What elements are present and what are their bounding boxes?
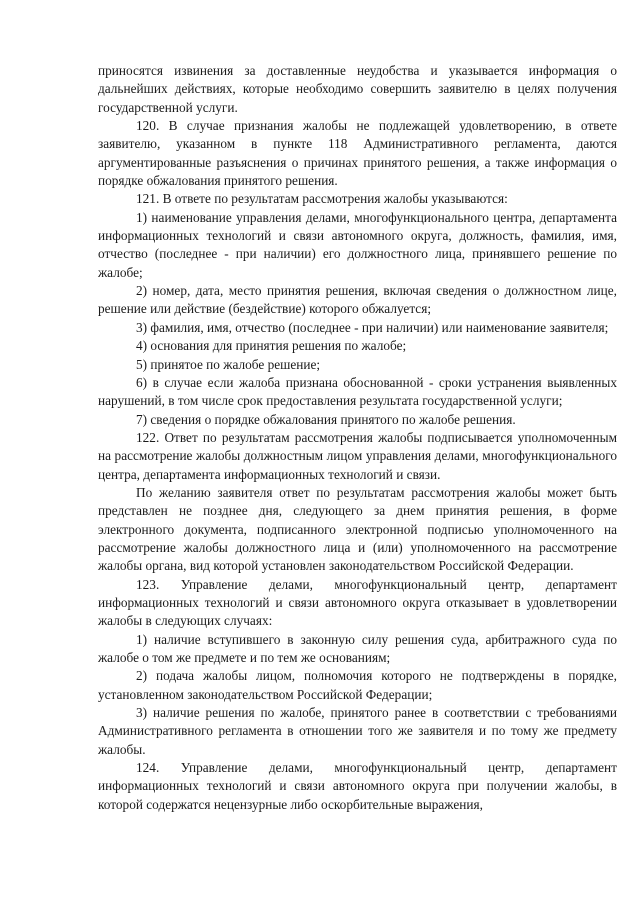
paragraph-120: 120. В случае признания жалобы не подлежащей удовлетворению, в ответе заявителю, указанном в пункте 118 Административного регламента, даются аргументированные разъяснения о причинах принятого решения, а также информация о порядке обжалования принятого решения. xyxy=(98,118,617,189)
paragraph-continuation: приносятся извинения за доставленные неудобства и указывается информация о дальнейших действиях, которые необходимо совершить заявителю в целях получения государственной услуги. xyxy=(98,63,617,115)
list-item-121-7: 7) сведения о порядке обжалования принятого по жалобе решения. xyxy=(136,411,516,427)
list-item-121-2: 2) номер, дата, место принятия решения, включая сведения о должностном лице, решение или действие (бездействие) которого обжалуется; xyxy=(98,283,617,317)
document-page xyxy=(98,62,617,814)
list-item-123-3: 3) наличие решения по жалобе, принятого ранее в соответствии с требованиями Административного регламента в отношении того же заявителя и по тому же предмету жалобы. xyxy=(98,705,617,757)
list-item-123-1: 1) наличие вступившего в законную силу решения суда, арбитражного суда по жалобе о том же предмете и по тем же основаниям; xyxy=(98,631,617,665)
list-item-121-6: 6) в случае если жалоба признана обоснованной - сроки устранения выявленных нарушений, в том числе срок предоставления результата государственной услуги; xyxy=(98,374,617,409)
list-item-123-2: 2) подача жалобы лицом, полномочия которого не подтверждены в порядке, установленном законодательством Российской Федерации; xyxy=(98,668,617,702)
paragraph-122: 122. Ответ по результатам рассмотрения жалобы подписывается уполномоченным на рассмотрение жалобы должностным лицом управления делами, многофункционального центра, департамента информационных технологий и связи. xyxy=(98,429,617,482)
list-item-121-4: 4) основания для принятия решения по жалобе; xyxy=(136,338,407,354)
paragraph-121: 121. В ответе по результатам рассмотрения жалобы указываются: xyxy=(136,191,508,207)
list-item-121-5: 5) принятое по жалобе решение; xyxy=(136,356,321,372)
paragraph-123: 123. Управление делами, многофункциональный центр, департамент информационных технологий и связи автономного округа отказывает в удовлетворении жалобы в следующих случаях: xyxy=(98,576,617,629)
paragraph-124: 124. Управление делами, многофункциональный центр, департамент информационных технологий и связи автономного округа при получении жалобы, в которой содержатся нецензурные либо оскорбительные выражения, xyxy=(98,760,617,812)
list-item-121-3: 3) фамилия, имя, отчество (последнее - при наличии) или наименование заявителя; xyxy=(136,319,609,335)
paragraph-122-electronic: По желанию заявителя ответ по результатам рассмотрения жалобы может быть представлен не позднее дня, следующего за днем принятия решения, в форме электронного документа, подписанного электронной подписью уполномоченного на рассмотрение жалобы должностного лица и (или) уполномоченного на рассмотрение жалобы органа, вид которой установлен законодательством Российской Федерации. xyxy=(98,484,617,574)
list-item-121-1: 1) наименование управления делами, многофункционального центра, департамента информационных технологий и связи автономного округа, должность, фамилия, имя, отчество (последнее - при наличии) его должностного лица, принявшего решение по жалобе; xyxy=(98,209,617,280)
